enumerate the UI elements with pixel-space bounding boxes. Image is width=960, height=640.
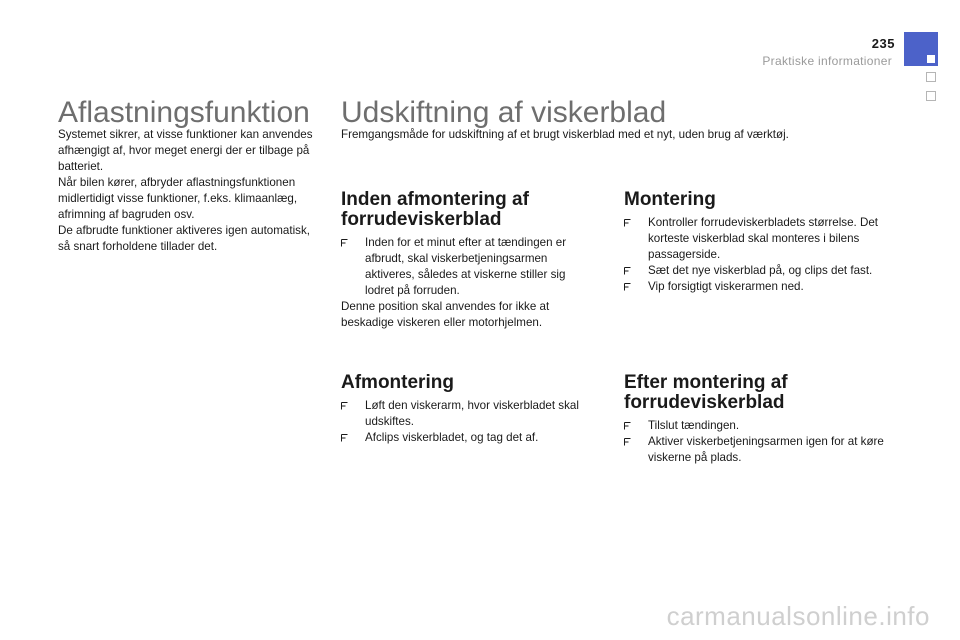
square-icon [927, 55, 935, 63]
chapter-tab-last[interactable] [926, 91, 936, 101]
list-item-text: Tilslut tændingen. [648, 419, 740, 432]
list-item [341, 430, 601, 446]
note-text: Denne position skal anvendes for ikke at beskadige viskeren eller motorhjelmen. [341, 300, 550, 329]
watermark: carmanualsonline.info [666, 601, 930, 631]
list-item-text: Løft den viskerarm, hvor viskerbladet skal udskiftes. [365, 399, 579, 428]
flag-bullet-icon [341, 434, 348, 442]
flag-bullet-icon [624, 267, 631, 275]
section-title-mounting: Montering [624, 189, 716, 210]
left-title: Aflastningsfunktion [58, 96, 310, 129]
bullet-list-removal [341, 398, 601, 446]
chapter-tab-next[interactable] [926, 72, 936, 82]
section-title-after: Efter montering af forrudeviskerblad [624, 372, 788, 413]
flag-bullet-icon [624, 438, 631, 446]
chapter-title: Praktiske informationer [762, 54, 892, 68]
list-item-text: Vip forsigtigt viskerarmen ned. [648, 280, 804, 293]
paragraph: De afbrudte funktioner aktiveres igen automatisk, så snart forholdene tillader det. [58, 224, 310, 253]
list-item [624, 263, 886, 279]
list-item [624, 434, 886, 466]
list-item-text: Kontroller forrudeviskerbladets størrelse. Det korteste viskerblad skal monteres i bilens passagerside. [648, 216, 879, 261]
right-title: Udskiftning af viskerblad [341, 96, 667, 129]
list-item-text: Afclips viskerbladet, og tag det af. [365, 431, 539, 444]
intro-text: Fremgangsmåde for udskiftning af et brugt viskerblad med et nyt, uden brug af værktøj. [341, 128, 789, 141]
list-item [624, 215, 886, 263]
bullet-list-mounting [624, 215, 886, 295]
list-item-text: Inden for et minut efter at tændingen er afbrudt, skal viskerbetjeningsarmen aktiveres, således at viskerne stiller sig lodret på forruden. [365, 236, 567, 297]
flag-bullet-icon [341, 239, 348, 247]
bullet-list-after [624, 418, 886, 466]
list-item [341, 398, 601, 430]
list-item-text: Aktiver viskerbetjeningsarmen igen for at køre viskerne på plads. [648, 435, 884, 464]
flag-bullet-icon [341, 402, 348, 410]
bullet-list-before [341, 235, 596, 299]
list-item [341, 235, 596, 299]
chapter-tab-active[interactable] [904, 32, 938, 66]
flag-bullet-icon [624, 219, 631, 227]
paragraph: Systemet sikrer, at visse funktioner kan anvendes afhængigt af, hvor meget energi der er tilbage på batteriet. [58, 128, 313, 173]
left-body [58, 127, 320, 255]
list-item-text: Sæt det nye viskerblad på, og clips det fast. [648, 264, 873, 277]
section-title-before: Inden afmontering af forrudeviskerblad [341, 189, 529, 230]
section-title-removal: Afmontering [341, 372, 454, 393]
flag-bullet-icon [624, 422, 631, 430]
list-item [624, 418, 886, 434]
paragraph: Når bilen kører, afbryder aflastningsfunktionen midlertidigt visse funktioner, f.eks. klimaanlæg, afrimning af bagruden osv. [58, 176, 298, 221]
list-item [624, 279, 886, 295]
flag-bullet-icon [624, 283, 631, 291]
page-number: 235 [871, 36, 895, 51]
